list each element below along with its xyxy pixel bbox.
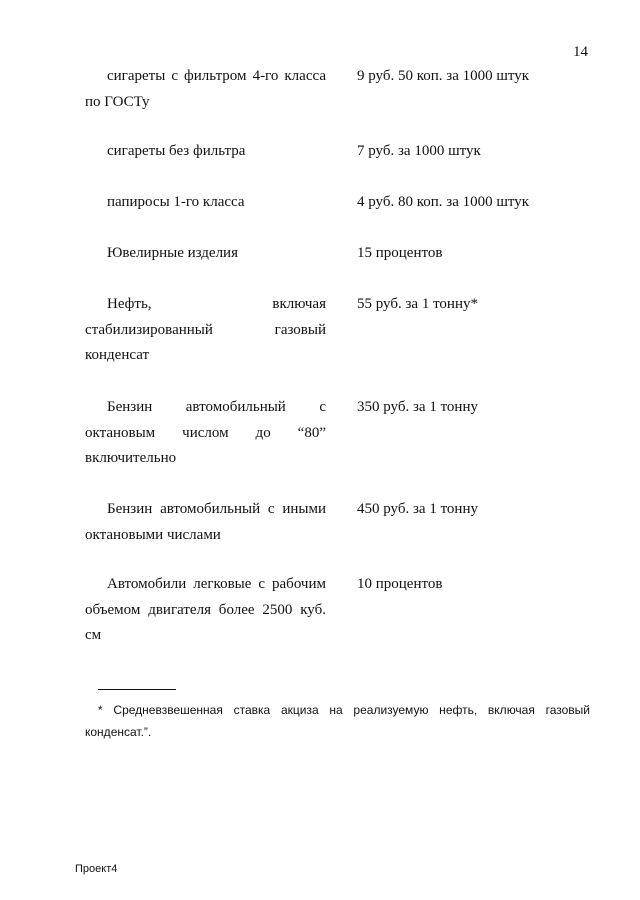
excise-rate: 10 процентов bbox=[357, 576, 443, 592]
product-name: папиросы 1-го класса bbox=[107, 194, 245, 210]
excise-rate: 55 руб. за 1 тонну* bbox=[357, 296, 478, 312]
excise-rate: 9 руб. 50 коп. за 1000 штук bbox=[357, 68, 530, 84]
product-name: Нефть, включая стабилизированный газовый конденсат bbox=[85, 296, 326, 363]
excise-rate: 7 руб. за 1000 штук bbox=[357, 143, 481, 159]
page-number: 14 bbox=[573, 44, 588, 60]
footer-label: Проект4 bbox=[75, 863, 118, 875]
excise-rate: 350 руб. за 1 тонну bbox=[357, 399, 478, 415]
excise-rate: 4 руб. 80 коп. за 1000 штук bbox=[357, 194, 530, 210]
product-name: Бензин автомобильный с октановым числом до “80” включительно bbox=[85, 399, 326, 466]
excise-rate: 15 процентов bbox=[357, 245, 443, 261]
product-name: Ювелирные изделия bbox=[107, 245, 238, 261]
product-name: Автомобили легковые с рабочим объемом двигателя более 2500 куб. см bbox=[85, 576, 326, 643]
excise-rate: 450 руб. за 1 тонну bbox=[357, 501, 478, 517]
product-name: сигареты без фильтра bbox=[107, 143, 246, 159]
product-name: сигареты с фильтром 4-го класса по ГОСТу bbox=[85, 68, 326, 110]
footnote: * Средневзвешенная ставка акциза на реализуемую нефть, включая газовый конденсат.”. bbox=[85, 703, 590, 739]
footnote-rule bbox=[98, 689, 176, 690]
product-name: Бензин автомобильный с иными октановыми числами bbox=[85, 501, 326, 543]
